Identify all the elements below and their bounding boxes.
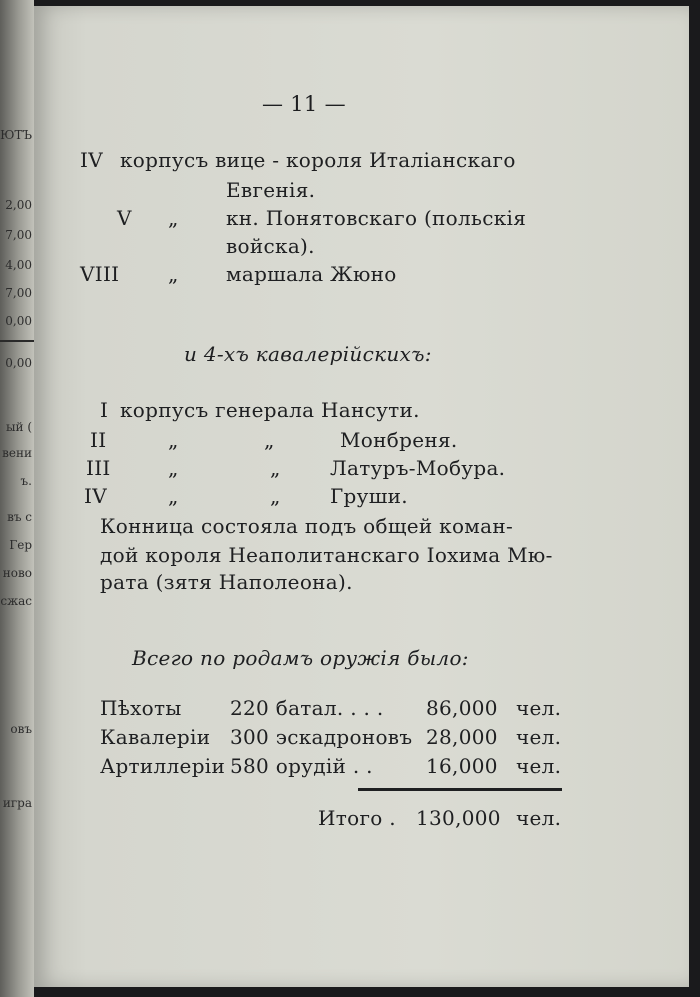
- cavalry-text: Груши.: [330, 484, 408, 508]
- corps-text: Евгенія.: [226, 178, 316, 202]
- cavalry-heading: и 4-хъ кавалерійскихъ:: [184, 342, 432, 366]
- corps-number: VIII: [80, 262, 120, 286]
- arm-unit: чел.: [516, 754, 562, 778]
- cavalry-text: корпусъ генерала Нансути.: [120, 398, 420, 422]
- corps-text: кн. Понятовскаго (польскія: [226, 206, 527, 230]
- arm-unit: чел.: [516, 725, 562, 749]
- corps-text: корпусъ вице - короля Италіанскаго: [120, 148, 516, 172]
- left-fragment: въ с: [7, 510, 32, 524]
- paragraph-line: дой короля Неаполитанскаго Іохима Мю-: [100, 543, 553, 567]
- arm-count: 300 эскадроновъ: [230, 725, 413, 749]
- arm-number: 86,000: [426, 696, 498, 720]
- left-fragment: Гер: [9, 538, 32, 552]
- arm-count: 580 орудій . .: [230, 754, 373, 778]
- corps-number: V: [117, 206, 132, 230]
- cavalry-text: Латуръ-Мобура.: [330, 456, 506, 480]
- grand-total-label: Итого .: [318, 806, 396, 830]
- arm-number: 16,000: [426, 754, 498, 778]
- left-fragment: 0,00: [5, 356, 32, 370]
- ditto-mark: „: [168, 428, 179, 452]
- ditto-mark: „: [270, 484, 281, 508]
- left-fragment: вени: [2, 446, 32, 460]
- ditto-mark: „: [264, 428, 275, 452]
- arm-name: Кавалеріи: [100, 725, 211, 749]
- ditto-mark: „: [270, 456, 281, 480]
- left-fragment: сжас: [0, 594, 32, 608]
- left-fragment: ый (: [5, 420, 32, 434]
- left-fragment: овъ: [10, 722, 32, 736]
- cavalry-number: III: [86, 456, 111, 480]
- paragraph-line: Конница состояла подъ общей коман-: [100, 514, 514, 538]
- cavalry-text: Монбреня.: [340, 428, 458, 452]
- book-page: [34, 6, 689, 987]
- ditto-mark: „: [168, 206, 179, 230]
- corps-text: маршала Жюно: [226, 262, 397, 286]
- sum-rule: [358, 788, 562, 791]
- corps-text: войска).: [226, 234, 315, 258]
- left-fragment: ЮТЪ: [0, 128, 32, 142]
- ditto-mark: „: [168, 484, 179, 508]
- cavalry-number: II: [90, 428, 107, 452]
- totals-heading: Всего по родамъ оружія было:: [132, 646, 469, 670]
- adjacent-page-edge: [0, 0, 34, 997]
- left-fragment: 2,00: [5, 198, 32, 212]
- grand-total-unit: чел.: [516, 806, 562, 830]
- cavalry-number: I: [100, 398, 109, 422]
- arm-unit: чел.: [516, 696, 562, 720]
- page-number: — 11 —: [262, 92, 346, 116]
- arm-count: 220 батал. . . .: [230, 696, 384, 720]
- paragraph-line: рата (зятя Наполеона).: [100, 570, 353, 594]
- left-fragment: ново: [2, 566, 32, 580]
- left-rule: [0, 340, 34, 342]
- left-fragment: 7,00: [5, 286, 32, 300]
- arm-name: Артиллеріи: [100, 754, 226, 778]
- corps-number: IV: [80, 148, 103, 172]
- grand-total-number: 130,000: [416, 806, 501, 830]
- left-fragment: игра: [2, 796, 32, 810]
- ditto-mark: „: [168, 456, 179, 480]
- arm-name: Пѣхоты: [100, 696, 182, 720]
- left-fragment: 7,00: [5, 228, 32, 242]
- cavalry-number: IV: [84, 484, 107, 508]
- left-fragment: 0,00: [5, 314, 32, 328]
- left-fragment: 4,00: [5, 258, 32, 272]
- left-fragment: ъ.: [20, 474, 32, 488]
- ditto-mark: „: [168, 262, 179, 286]
- arm-number: 28,000: [426, 725, 498, 749]
